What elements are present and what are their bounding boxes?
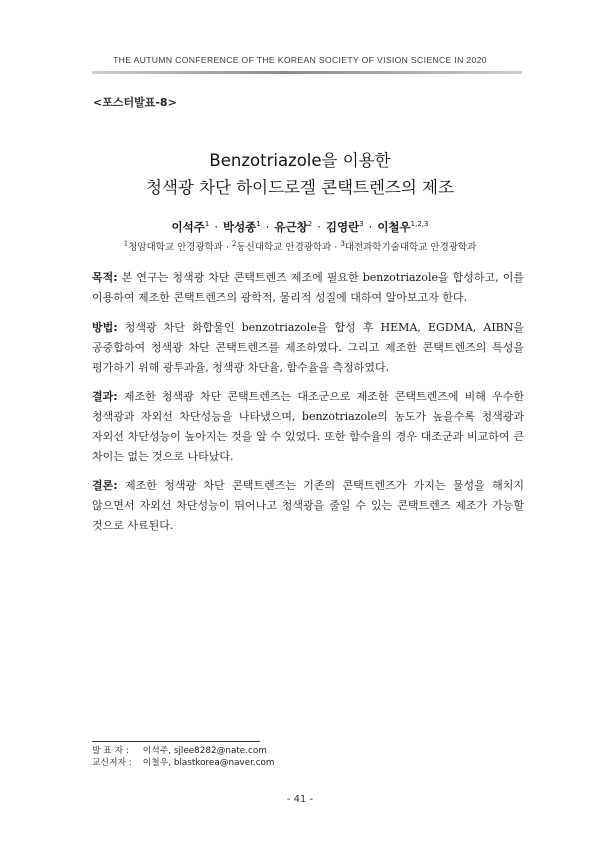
purpose-paragraph: [92, 268, 524, 308]
author-list: [0, 219, 600, 235]
presenter-label: 발 표 자 :: [92, 746, 129, 756]
presenter-footnote: [92, 745, 267, 757]
author-affil-sup: 3: [359, 220, 364, 229]
affiliation-sup: 2: [232, 239, 237, 248]
affiliation-name: 대전과학기술대학교 안경광학과: [344, 242, 477, 253]
affiliation-sup: 3: [340, 239, 345, 248]
author-name: 이철우: [377, 220, 411, 234]
conclusion-label: 결론:: [92, 479, 118, 492]
author-affil-sup: 1: [204, 220, 210, 229]
conclusion-paragraph: [92, 476, 524, 536]
author-separator: ·: [214, 220, 218, 234]
affiliation-name: 청암대학교 안경광학과: [128, 242, 223, 253]
author-affil-sup: 1,2,3: [410, 220, 429, 229]
conclusion-text: 제조한 청색광 차단 콘택트렌즈는 기존의 콘택트렌즈가 가지는 물성을 해치지 않으면서 자외선 차단성능이 뛰어나고 청색광을 줄일 수 있는 콘택트렌즈 제조가 가능할 것으로 사료된다.: [92, 479, 524, 532]
corresponding-label: 교신저자 :: [92, 758, 132, 768]
author-separator: ·: [265, 220, 270, 234]
purpose-text: 본 연구는 청색광 차단 콘택트렌즈 제조에 필요한 benzotriazole을 합성하고, 이를 이용하여 제조한 콘택트렌즈의 광학적, 물리적 성질에 대하여 알아보고자 한다.: [92, 271, 524, 304]
author-name: 유근창: [274, 220, 308, 234]
presenter-value: 이석주, sjlee8282@nate.com: [142, 746, 267, 756]
affiliation-list: [0, 239, 600, 253]
author-name: 박성종: [222, 220, 257, 234]
affiliation-separator: ·: [334, 242, 338, 253]
corresponding-footnote: [92, 757, 275, 769]
purpose-label: 목적:: [92, 271, 118, 284]
page-number: - 41 -: [286, 794, 314, 805]
results-text: 제조한 청색광 차단 콘택트렌즈는 대조군으로 제조한 콘택트렌즈에 비해 우수한 청색광과 자외선 차단성능을 나타냈으며, benzotriazole의 농도가 높을수록 청색광과 자외선 차단성능이 높아지는 것을 알 수 있었다. 또한 함수율의 경우 대조군과 비교하여 큰 차이는 없는 것으로 나타났다.: [92, 390, 524, 463]
conference-header: THE AUTUMN CONFERENCE OF THE KOREAN SOCIETY OF VISION SCIENCE IN 2020: [113, 55, 487, 65]
affiliation-name: 동신대학교 안경광학과: [236, 242, 332, 253]
author-separator: ·: [368, 220, 373, 234]
header-rule: [92, 71, 522, 74]
methods-paragraph: [92, 318, 524, 378]
methods-label: 방법:: [92, 321, 118, 334]
title-line-1: Benzotriazole을 이용한: [209, 151, 391, 170]
title-line-2: 청색광 차단 하이드로겔 콘택트렌즈의 제조: [146, 178, 454, 197]
author-affil-sup: 1: [256, 220, 261, 229]
results-label: 결과:: [92, 390, 118, 403]
footnote-rule: [92, 741, 260, 742]
methods-text: 청색광 차단 화합물인 benzotriazole을 합성 후 HEMA, EGDMA, AIBN을 공중합하여 청색광 차단 콘택트렌즈를 제조하였다. 그리고 제조한 콘택트렌즈의 특성을 평가하기 위해 광투과율, 청색광 차단율, 함수율을 측정하였다.: [92, 321, 524, 374]
results-paragraph: [92, 387, 524, 467]
poster-label: <포스터발표-8>: [93, 96, 177, 109]
affiliation-sup: 1: [123, 239, 129, 248]
corresponding-value: 이철우, blastkorea@naver.com: [142, 758, 275, 768]
author-name: 이석주: [171, 220, 205, 234]
author-separator: ·: [317, 220, 321, 234]
affiliation-separator: ·: [225, 242, 230, 253]
author-affil-sup: 2: [307, 220, 313, 229]
author-name: 김영란: [325, 220, 360, 234]
